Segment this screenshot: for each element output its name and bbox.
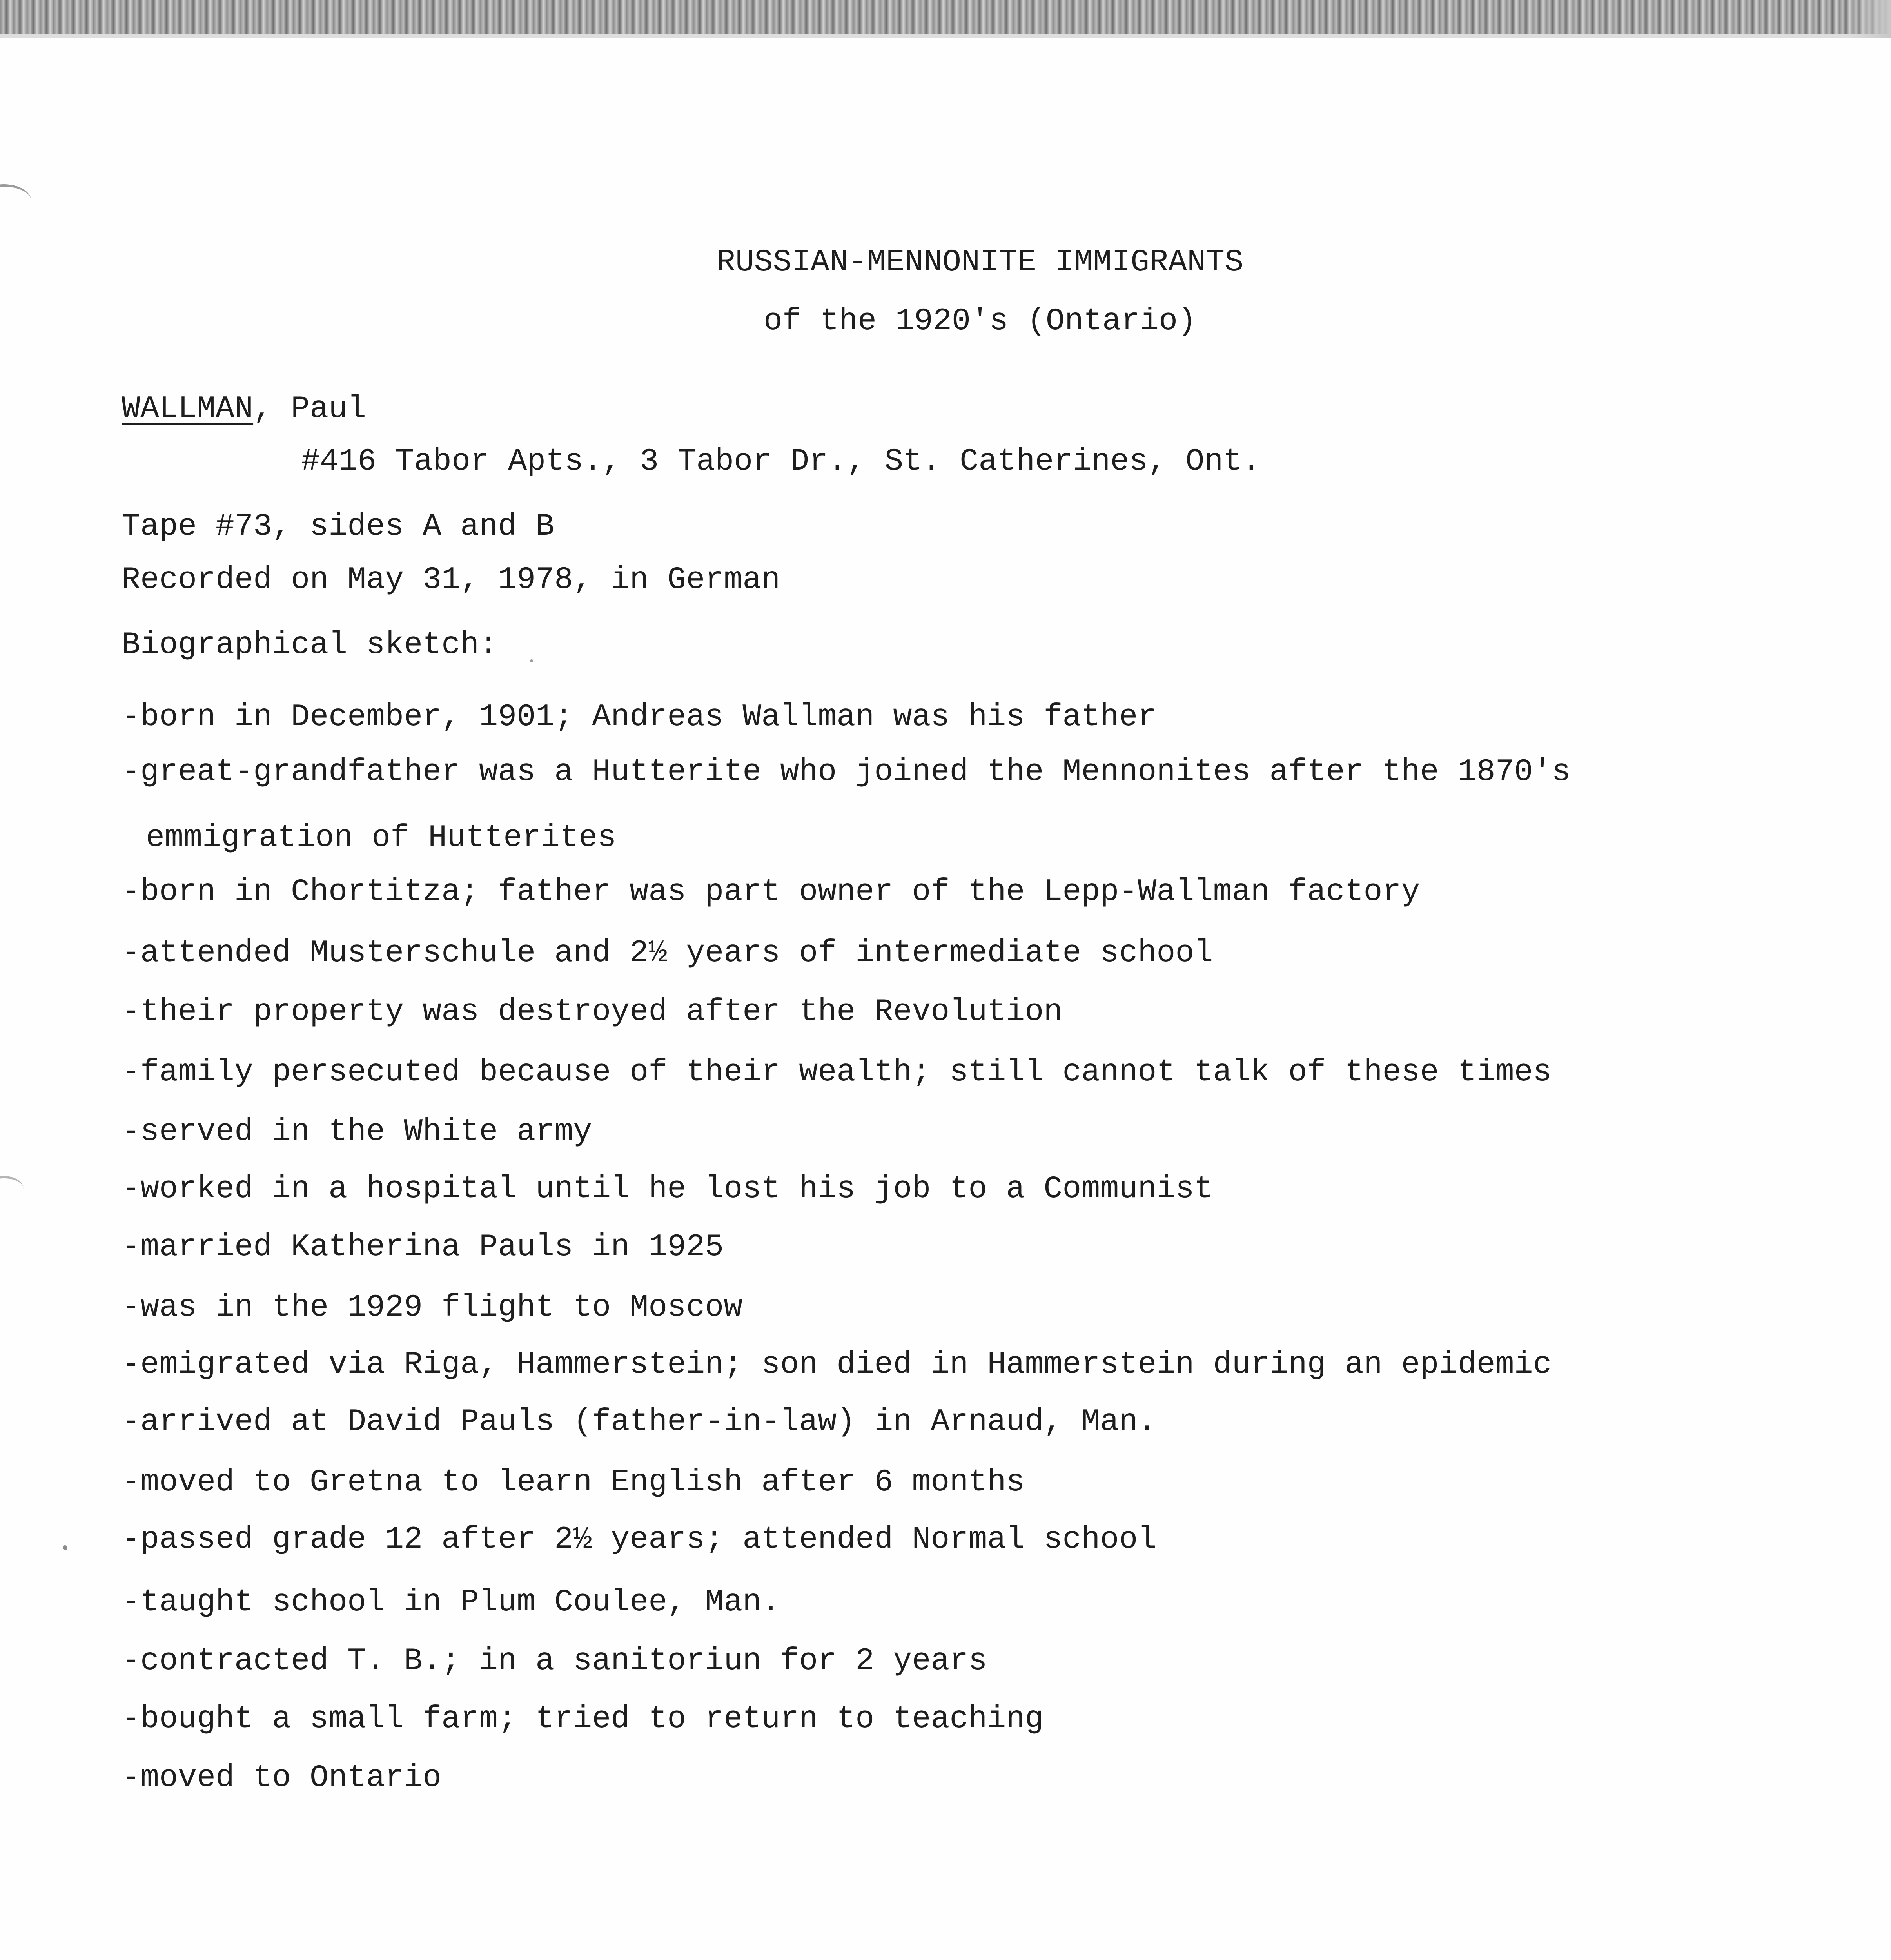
interviewee-given-name: , Paul (253, 391, 367, 427)
sketch-item: -contracted T. B.; in a sanitoriun for 2 years (122, 1643, 987, 1679)
ink-speck (63, 1545, 67, 1550)
scan-top-border (0, 0, 1891, 34)
recorded-line: Recorded on May 31, 1978, in German (122, 562, 780, 598)
sketch-item: -born in Chortitza; father was part owner of the Lepp-Wallman factory (122, 874, 1420, 910)
tape-line: Tape #73, sides A and B (122, 509, 555, 544)
document-subtitle: of the 1920's (Ontario) (763, 303, 1197, 339)
sketch-item: -great-grandfather was a Hutterite who joined the Mennonites after the 1870's (122, 754, 1571, 790)
page-edge-mark (0, 1176, 24, 1202)
document-title: RUSSIAN-MENNONITE IMMIGRANTS (716, 245, 1244, 280)
interviewee-surname: WALLMAN (122, 391, 254, 427)
ink-speck (530, 659, 533, 662)
sketch-item: -moved to Ontario (122, 1760, 442, 1796)
sketch-item: -arrived at David Pauls (father-in-law) in Arnaud, Man. (122, 1404, 1157, 1440)
sketch-item: -attended Musterschule and 2½ years of intermediate school (122, 935, 1213, 971)
sketch-item: -married Katherina Pauls in 1925 (122, 1229, 724, 1265)
sketch-item: -emigrated via Riga, Hammerstein; son died in Hammerstein during an epidemic (122, 1347, 1552, 1383)
sketch-item: -was in the 1929 flight to Moscow (122, 1290, 743, 1325)
sketch-item: -worked in a hospital until he lost his job to a Communist (122, 1171, 1213, 1207)
interviewee-name (122, 390, 366, 428)
sketch-item: -their property was destroyed after the Revolution (122, 994, 1063, 1030)
sketch-item: -family persecuted because of their wealth; still cannot talk of these times (122, 1054, 1552, 1090)
scan-corner-shade (1847, 0, 1891, 38)
sketch-item-continuation: emmigration of Hutterites (146, 820, 617, 856)
sketch-item: -moved to Gretna to learn English after 6 months (122, 1465, 1025, 1500)
sketch-item: -born in December, 1901; Andreas Wallman was his father (122, 699, 1157, 735)
address-line: #416 Tabor Apts., 3 Tabor Dr., St. Catherines, Ont. (301, 444, 1261, 479)
scan-top-edge (0, 34, 1891, 38)
sketch-label: Biographical sketch: (122, 627, 498, 663)
sketch-item: -taught school in Plum Coulee, Man. (122, 1584, 780, 1620)
sketch-item: -passed grade 12 after 2½ years; attended Normal school (122, 1522, 1157, 1557)
sketch-item: -served in the White army (122, 1114, 592, 1150)
sketch-item: -bought a small farm; tried to return to teaching (122, 1701, 1044, 1737)
page-edge-mark (0, 184, 31, 218)
